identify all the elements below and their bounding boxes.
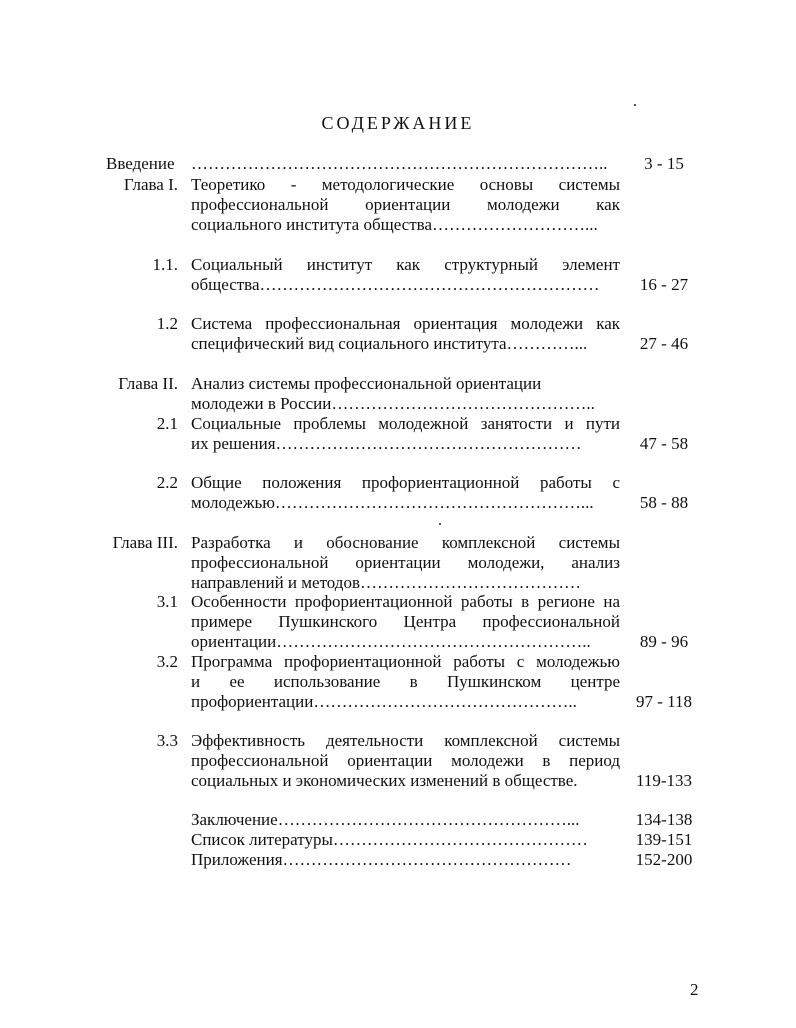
scan-speck	[439, 523, 441, 525]
entry-pages: 16 - 27	[639, 275, 689, 294]
entry-pages: 119-133	[635, 771, 693, 790]
entry-line: Список литературы………………………………………	[191, 830, 588, 849]
page-title: СОДЕРЖАНИЕ	[321, 113, 475, 133]
entry-pages: 47 - 58	[639, 434, 689, 453]
entry-line: профессиональной ориентации молодежи в период	[191, 751, 620, 770]
entry-line: Программа профориентационной работы с молодежью	[191, 652, 620, 671]
entry-line: их решения………………………………………………	[191, 434, 582, 453]
entry-line: направлений и методов…………………………………	[191, 573, 581, 592]
entry-line: и ее использование в Пушкинском центре	[191, 672, 620, 691]
entry-label: 2.2	[156, 473, 178, 492]
entry-text	[191, 592, 620, 652]
entry-label: Введение	[106, 154, 175, 173]
entry-text	[191, 154, 620, 174]
entry-pages: 27 - 46	[639, 334, 689, 353]
entry-line: Теоретико - методологические основы системы	[191, 175, 620, 194]
entry-line: профессиональной ориентации молодежи как	[191, 195, 620, 214]
entry-pages: 152-200	[635, 850, 693, 869]
entry-line: Разработка и обоснование комплексной системы	[191, 533, 620, 552]
entry-line: ………………………………………………………………..	[191, 154, 608, 173]
entry-pages: 139-151	[635, 830, 693, 849]
entry-text	[191, 314, 620, 354]
scan-speck	[634, 104, 636, 106]
entry-text	[191, 374, 620, 414]
entry-label: 1.2	[156, 314, 178, 333]
entry-line: социального института общества………………………...	[191, 215, 598, 234]
entry-line: Система профессиональная ориентация молодежи как	[191, 314, 620, 333]
entry-line: специфический вид социального института…………...	[191, 334, 588, 353]
entry-pages: 89 - 96	[639, 632, 689, 651]
entry-label: 3.3	[156, 731, 178, 750]
entry-line: молодежью………………………………………………...	[191, 493, 594, 512]
entry-text	[191, 810, 620, 830]
entry-line: профессиональной ориентации молодежи, анализ	[191, 553, 620, 572]
entry-text	[191, 255, 620, 295]
entry-pages: 134-138	[635, 810, 693, 829]
entry-line: Приложения……………………………………………	[191, 850, 572, 869]
entry-line: примере Пушкинского Центра профессиональной	[191, 612, 620, 631]
entry-label: Глава III.	[112, 533, 178, 552]
entry-text	[191, 652, 620, 712]
entry-line: Социальные проблемы молодежной занятости и пути	[191, 414, 620, 433]
entry-text	[191, 830, 620, 850]
entry-label: 3.1	[156, 592, 178, 611]
entry-line: Эффективность деятельности комплексной системы	[191, 731, 620, 750]
entry-line: Заключение……………………………………………...	[191, 810, 580, 829]
entry-text	[191, 175, 620, 235]
entry-line: профориентации………………………………………..	[191, 692, 577, 711]
entry-pages: 3 - 15	[644, 154, 684, 173]
entry-line: Особенности профориентационной работы в регионе на	[191, 592, 620, 611]
entry-label: Глава I.	[123, 175, 178, 194]
entry-line: ориентации………………………………………………..	[191, 632, 591, 651]
entry-line: Общие положения профориентационной работы с	[191, 473, 620, 492]
entry-label: 3.2	[156, 652, 178, 671]
entry-label: 1.1.	[152, 255, 178, 274]
entry-text	[191, 473, 620, 513]
entry-text	[191, 414, 620, 454]
entry-pages: 58 - 88	[639, 493, 689, 512]
entry-line: Анализ системы профессиональной ориентации	[191, 374, 542, 393]
entry-line: Социальный институт как структурный элемент	[191, 255, 620, 274]
entry-line: социальных и экономических изменений в обществе.	[191, 771, 578, 790]
entry-text	[191, 533, 620, 593]
entry-line: общества……………………………………………………	[191, 275, 600, 294]
entry-pages: 97 - 118	[635, 692, 693, 711]
entry-label: 2.1	[156, 414, 178, 433]
entry-text	[191, 850, 620, 870]
entry-text	[191, 731, 620, 791]
entry-label: Глава II.	[118, 374, 178, 393]
entry-line: молодежи в России………………………………………..	[191, 394, 595, 413]
page-number: 2	[690, 980, 699, 999]
